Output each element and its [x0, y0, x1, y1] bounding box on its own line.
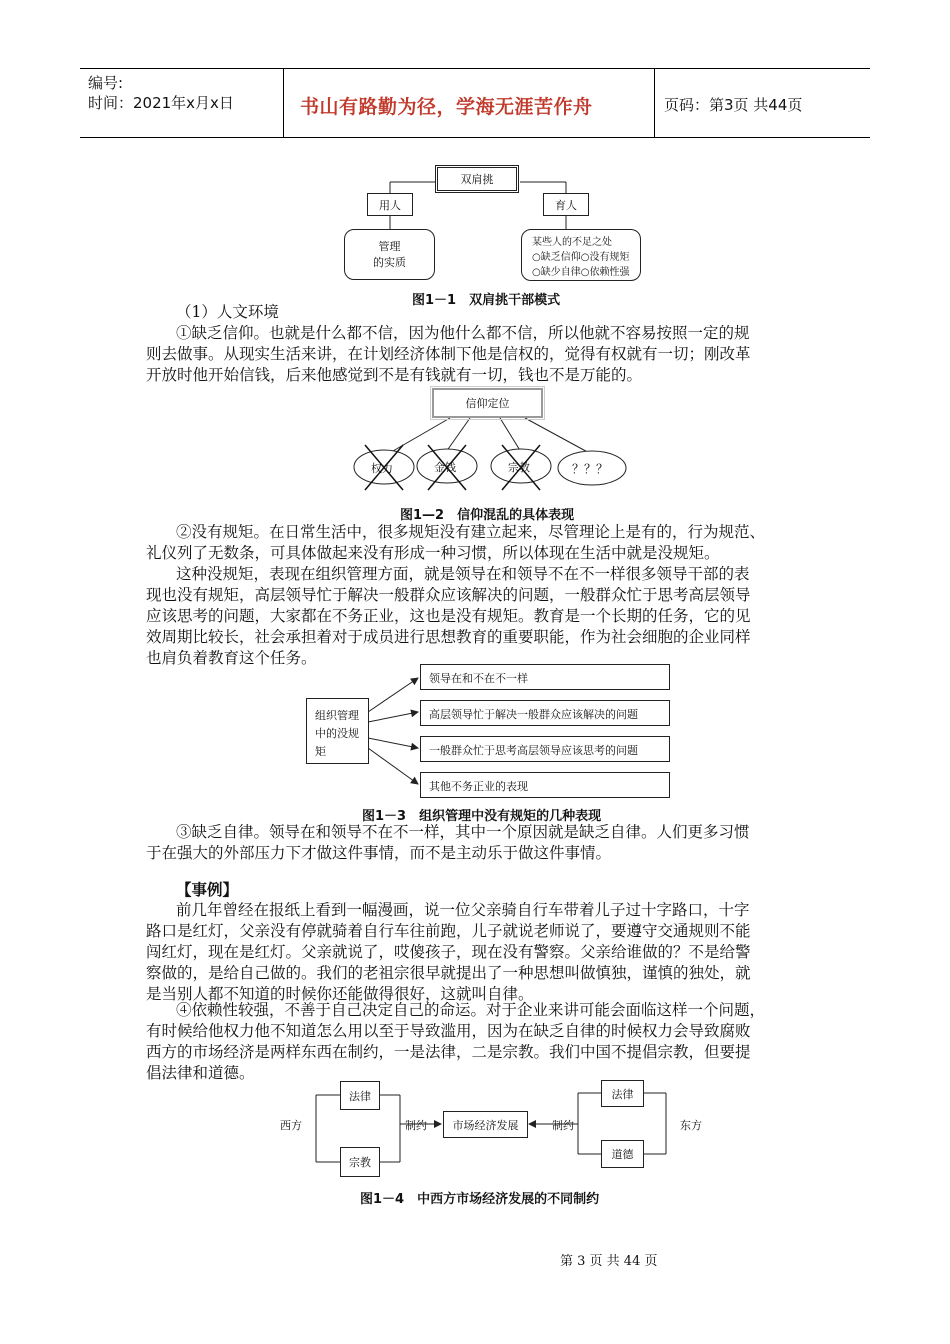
fig2-label-unknown: ？？？	[572, 462, 609, 476]
para6-line: ④依赖性较强，不善于自己决定自己的命运。对于企业来讲可能会面临这样一个问题，	[176, 1001, 766, 1019]
fig3-caption: 图1－3 组织管理中没有规矩的几种表现	[362, 809, 602, 824]
fig1-right-detail-line2: ○缺乏信仰○没有规矩	[532, 252, 630, 263]
para3-line: 应该思考的问题，大家都在不务正业，这也是没有规矩。教育是一个长期的任务，它的见	[146, 607, 751, 625]
para6-line: 西方的市场经济是两样东西在制约，一是法律，二是宗教。我们中国不提倡宗教，但要提	[146, 1043, 751, 1061]
fig4-east-label: 东方	[680, 1119, 702, 1132]
fig4-caption: 图1－4 中西方市场经济发展的不同制约	[360, 1192, 600, 1207]
para2-line: ②没有规矩。在日常生活中，很多规矩没有建立起来，尽管理论上是有的，行为规范、	[176, 523, 766, 541]
header-number-label: 编号:	[88, 74, 124, 92]
fig1-left-label: 用人	[379, 198, 401, 212]
para3-line: 也肩负着教育这个任务。	[146, 649, 317, 667]
fig4-west-bottom-box	[340, 1147, 380, 1177]
para1-line: ①缺乏信仰。也就是什么都不信，因为他什么都不信，所以他就不容易按照一定的规	[176, 324, 750, 342]
para3-line: 现也没有规矩，高层领导忙于解决一般群众应该解决的问题，一般群众忙于思考高层领导	[146, 586, 751, 604]
fig3-left-line: 矩	[315, 745, 326, 758]
fig1-caption: 图1－1 双肩挑干部模式	[412, 293, 561, 308]
header-motto: 书山有路勤为径，学海无涯苦作舟	[300, 96, 593, 118]
para5-line: 是当别人都不知道的时候你还能做得很好，这就叫自律。	[146, 985, 534, 1003]
fig3-item-label: 一般群众忙于思考高层领导应该思考的问题	[429, 744, 638, 757]
para1-line: 开放时他开始信钱，后来他感觉到不是有钱就有一切，钱也不是万能的。	[146, 366, 643, 384]
fig4-center-box	[443, 1111, 528, 1138]
fig4-east-top-box	[601, 1080, 644, 1107]
fig1-right-label: 育人	[555, 198, 577, 212]
fig2-top-label: 信仰定位	[465, 397, 510, 410]
fig3-item-label: 其他不务正业的表现	[429, 780, 528, 793]
fig1-right-detail-line3: ○缺少自律○依赖性强	[532, 267, 630, 278]
page-footer: 第 3 页 共 44 页	[560, 1254, 658, 1269]
fig1-left-detail-line2: 的实质	[373, 255, 406, 269]
fig4-west-top-box	[340, 1081, 380, 1110]
fig1-top-label: 双肩挑	[460, 173, 494, 186]
para2-line: 礼仪列了无数条，可具体做起来没有形成一种习惯，所以体现在生活中就是没规矩。	[146, 544, 720, 562]
fig4-right-arrow-label: 制约	[552, 1119, 574, 1132]
fig4-left-arrow-label: 制约	[405, 1119, 427, 1132]
fig3-left-line: 组织管理	[315, 709, 359, 722]
para5-line: 路口是红灯，父亲没有停就骑着自行车往前跑，儿子就说老师说了，要遵守交通规则不能	[146, 922, 751, 940]
fig3-left-line: 中的没规	[315, 727, 359, 740]
fig4-west-label: 西方	[280, 1119, 302, 1132]
para5-line: 前几年曾经在报纸上看到一幅漫画，说一位父亲骑自行车带着儿子过十字路口，十字	[176, 901, 750, 919]
para3-line: 这种没规矩，表现在组织管理方面，就是领导在和领导不在不一样很多领导干部的表	[176, 565, 750, 583]
fig2-label-money: 金钱	[434, 461, 456, 474]
fig1-left-detail-line1: 管理	[378, 239, 401, 253]
fig4-east-bottom-label: 道德	[611, 1148, 634, 1161]
para4-line: ③缺乏自律。领导在和领导不在不一样，其中一个原因就是缺乏自律。人们更多习惯	[176, 823, 750, 841]
para5-line: 闯红灯，现在是红灯。父亲就说了，哎傻孩子，现在没有警察。父亲给谁做的？不是给警	[146, 943, 751, 961]
fig4-east-top-label: 法律	[611, 1087, 634, 1101]
para3-line: 效周期比较长，社会承担着对于成员进行思想教育的重要职能，作为社会细胞的企业同样	[146, 628, 751, 646]
para6-line: 有时候给他权力他不知道怎么用以至于导致滥用，因为在缺乏自律的时候权力会导致腐败	[146, 1022, 751, 1040]
para1-line: 则去做事。从现实生活来讲，在计划经济体制下他是信权的，觉得有权就有一切；刚改革	[146, 345, 751, 363]
fig1-right-detail-line1: 某些人的不足之处	[532, 237, 612, 248]
fig4-center-label: 市场经济发展	[452, 1118, 519, 1132]
fig2-label-religion: 宗教	[508, 461, 530, 474]
header-page-info: 页码：第3页 共44页	[664, 96, 803, 114]
header-time-label: 时间：2021年x月x日	[88, 94, 234, 112]
para5-line: 察做的，是给自己做的。我们的老祖宗很早就提出了一种思想叫做慎独，谨慎的独处，就	[146, 964, 751, 982]
para4-line: 于在强大的外部压力下才做这件事情，而不是主动乐于做这件事情。	[146, 844, 612, 862]
fig3-item-label: 高层领导忙于解决一般群众应该解决的问题	[429, 708, 638, 721]
fig2-label-power: 权力	[371, 462, 393, 475]
para6-line: 倡法律和道德。	[146, 1064, 255, 1082]
fig3-item-label: 领导在和不在不一样	[429, 672, 528, 685]
fig4-east-bottom-box	[601, 1140, 644, 1168]
case-title-text: 【事例】	[176, 880, 239, 899]
fig4-west-top-label: 法律	[349, 1089, 371, 1103]
fig4-west-bottom-label: 宗教	[349, 1156, 371, 1169]
fig2-caption: 图1—2 信仰混乱的具体表现	[400, 508, 575, 523]
section-title-text: （1）人文环境	[176, 303, 279, 321]
